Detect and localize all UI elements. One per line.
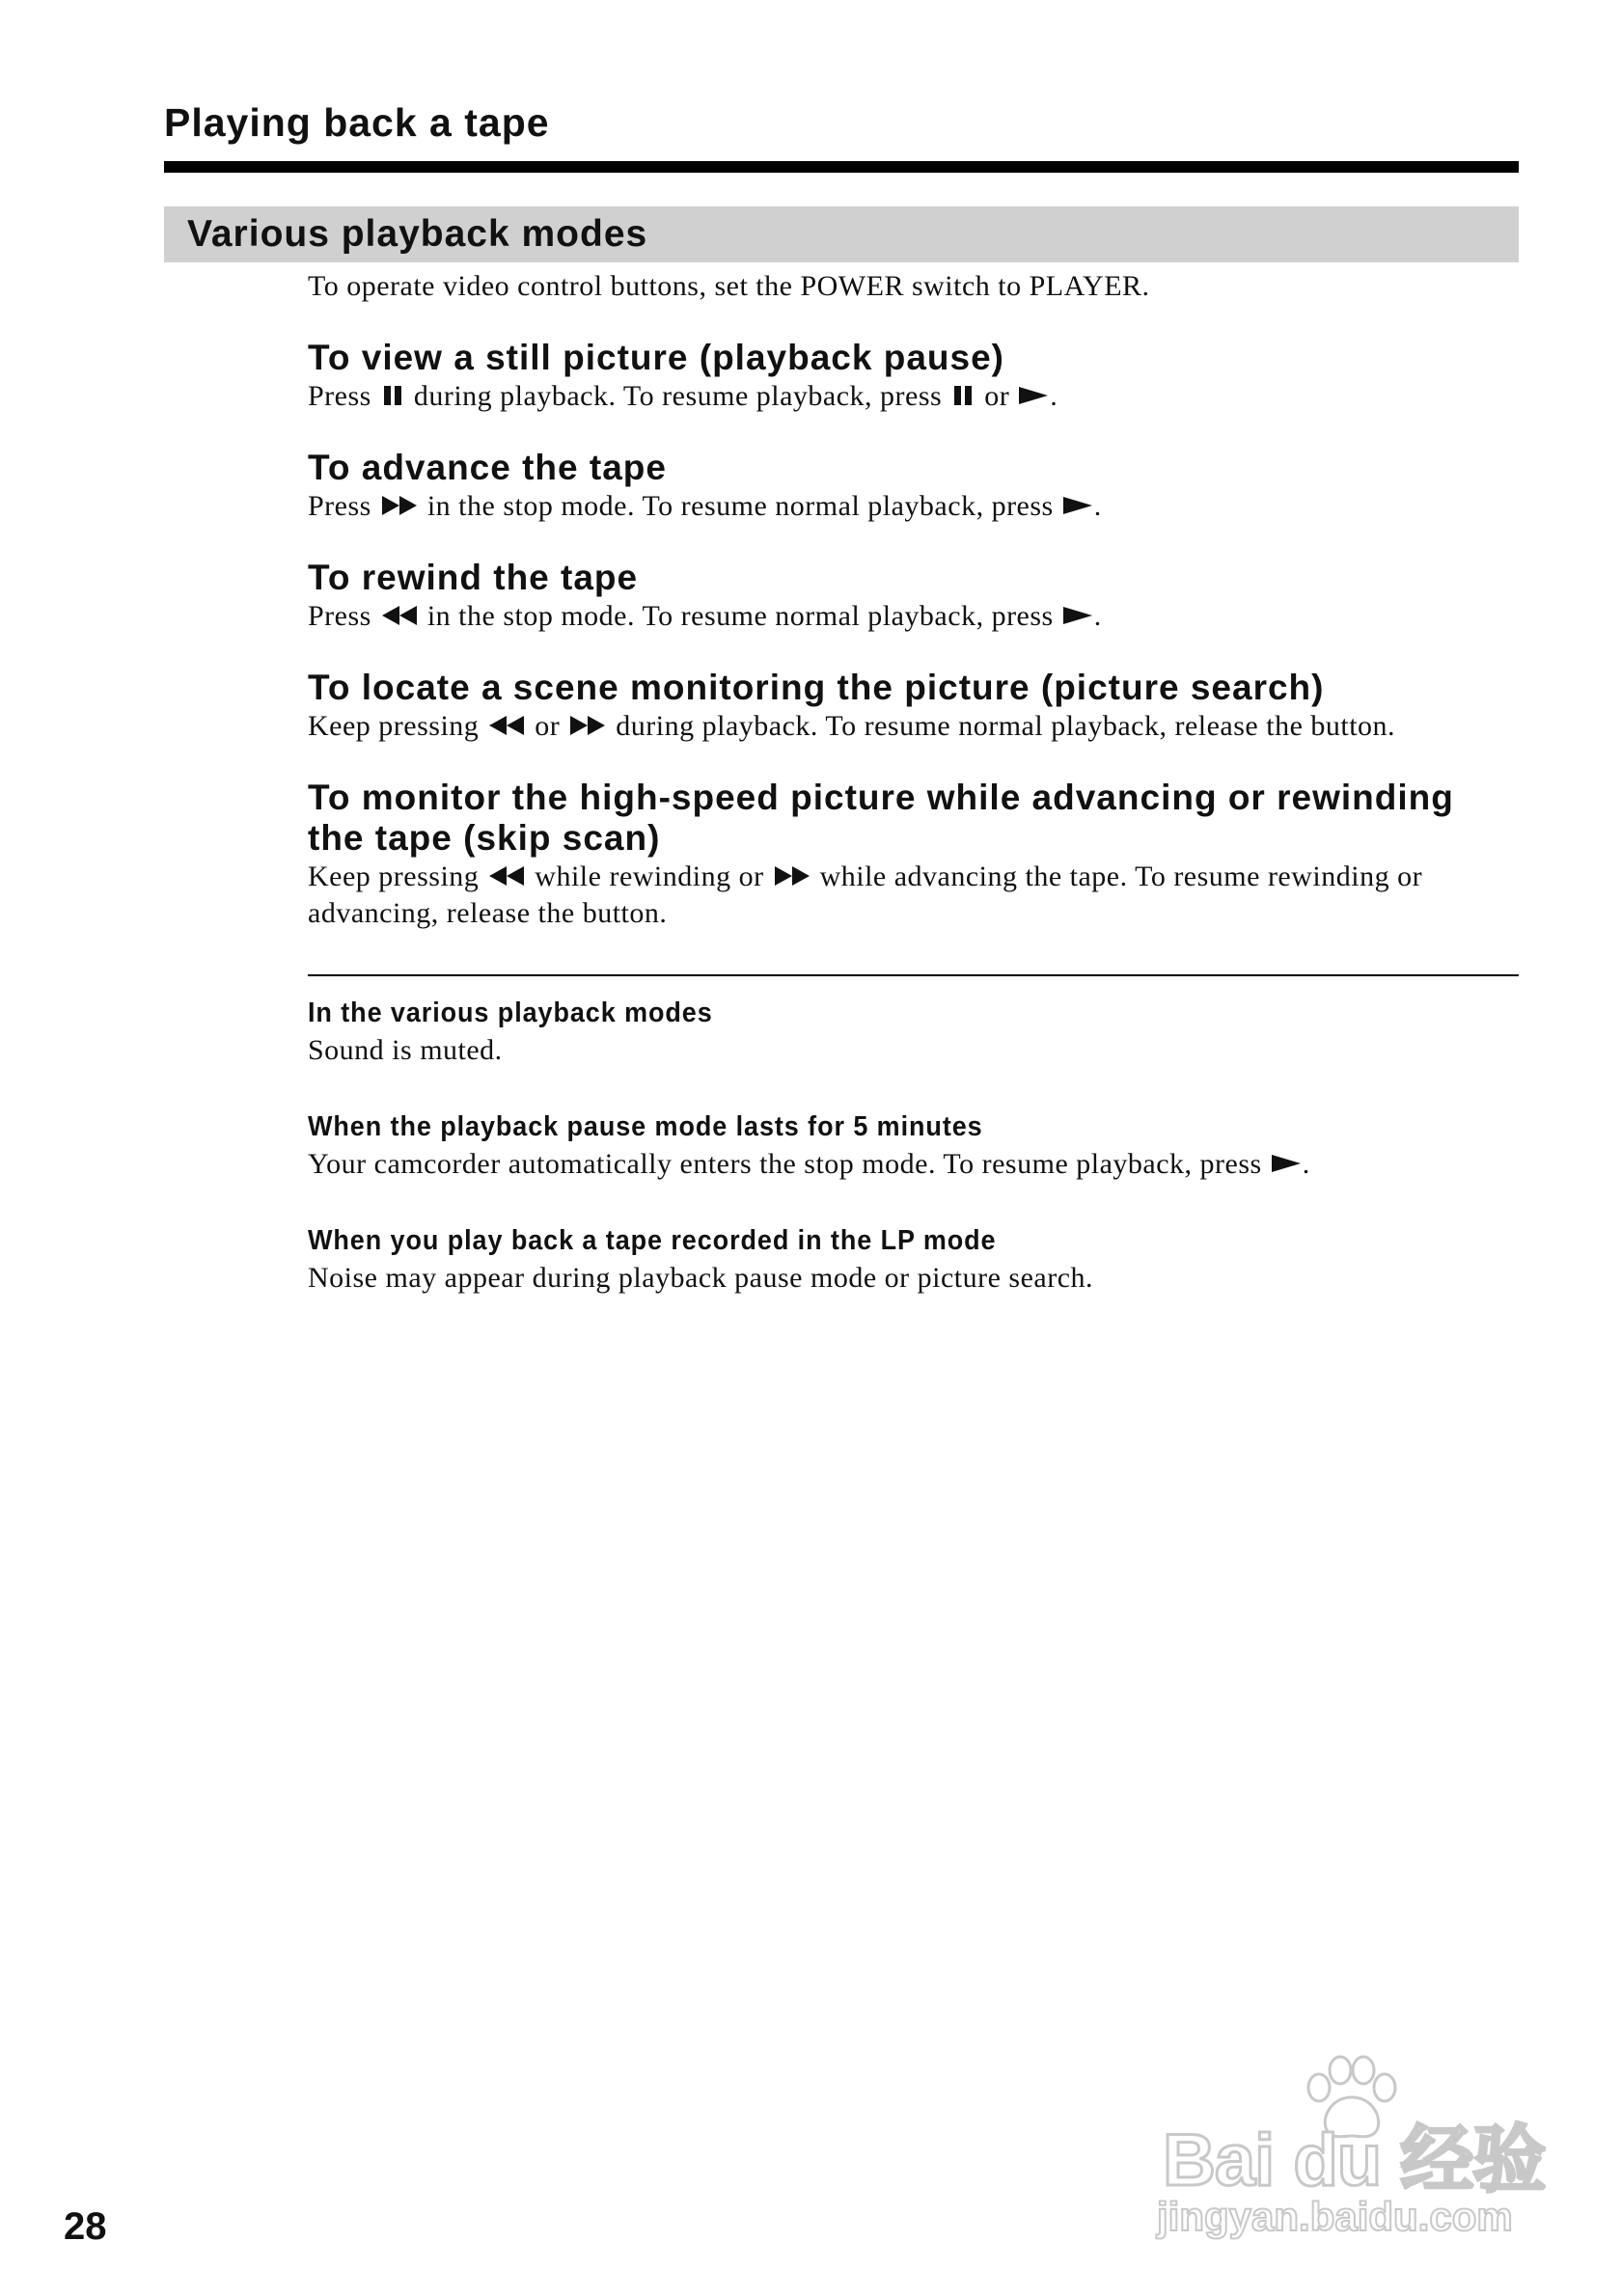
text-run: Your camcorder automatically enters the stop mode. To resume playback, press [308,1148,1270,1180]
fast-forward-icon [570,716,605,735]
fast-forward-icon [382,496,417,515]
intro-text: To operate video control buttons, set the POWER switch to PLAYER. [308,270,1150,302]
note-body [308,1260,1519,1297]
text-run: during playback. To resume playback, press [405,380,950,412]
note-body [308,1032,1519,1069]
text-run: Press [308,490,379,522]
play-icon [1063,497,1092,514]
play-icon [1063,607,1092,624]
play-icon [1272,1155,1301,1172]
playback-mode-item [308,668,1519,745]
play-icon [1019,387,1048,404]
item-heading: To rewind the tape [308,558,639,597]
chapter-rule [164,161,1519,173]
text-run: . [1302,1148,1310,1180]
item-heading: To advance the tape [308,448,667,487]
item-body [308,708,1519,745]
item-body [308,488,1519,525]
watermark-url: jingyan.baidu.com [1157,2194,1513,2239]
playback-mode-item [308,558,1519,635]
playback-mode-item [308,338,1519,415]
text-run: Press [308,600,379,632]
pause-icon [383,386,402,405]
section-title: Various playback modes [187,213,648,255]
content-column [308,266,1519,1297]
chapter-title: Playing back a tape [164,100,550,145]
text-run: while rewinding or [527,861,772,892]
text-run: in the stop mode. To resume normal playback, press [419,490,1061,522]
text-run: Sound is muted. [308,1034,503,1066]
baidu-watermark [1153,2055,1546,2248]
notes-list [308,994,1519,1297]
note-heading: When the playback pause mode lasts for 5 minutes [308,1111,983,1142]
text-run: . [1093,600,1102,632]
pause-icon [953,386,973,405]
rewind-icon [489,866,524,886]
text-run: Keep pressing [308,710,487,742]
rewind-icon [489,716,524,735]
item-heading: To view a still picture (playback pause) [308,338,1004,377]
section-header-bar [164,206,1519,262]
note-item [308,1221,1519,1297]
note-body [308,1146,1519,1183]
note-item [308,1107,1519,1183]
text-run: in the stop mode. To resume normal playback, press [419,600,1061,632]
page-number: 28 [64,2205,107,2248]
note-heading: When you play back a tape recorded in the LP mode [308,1225,997,1256]
text-run: while advancing the tape. To resume rewinding or advancing, release the button. [308,861,1423,929]
text-run: . [1093,490,1102,522]
rewind-icon [382,606,417,625]
text-run: . [1050,380,1058,412]
playback-mode-list [308,338,1519,932]
watermark-logo: Bai du 经验 [1163,2119,1546,2201]
text-run: or [527,710,568,742]
item-body [308,378,1519,415]
item-heading: To monitor the high-speed picture while advancing or rewinding the tape (skip scan) [308,778,1454,858]
text-run: Press [308,380,379,412]
item-heading: To locate a scene monitoring the picture (picture search) [308,668,1325,707]
text-run: during playback. To resume normal playback, release the button. [608,710,1396,742]
playback-mode-item [308,448,1519,525]
note-heading: In the various playback modes [308,998,713,1028]
text-run: or [976,380,1018,412]
item-body [308,859,1519,932]
notes-divider [308,974,1519,976]
fast-forward-icon [775,866,810,886]
text-run: Keep pressing [308,861,487,892]
note-item [308,994,1519,1069]
item-body [308,598,1519,635]
playback-mode-item [308,778,1519,932]
text-run: Noise may appear during playback pause mode or picture search. [308,1262,1094,1294]
